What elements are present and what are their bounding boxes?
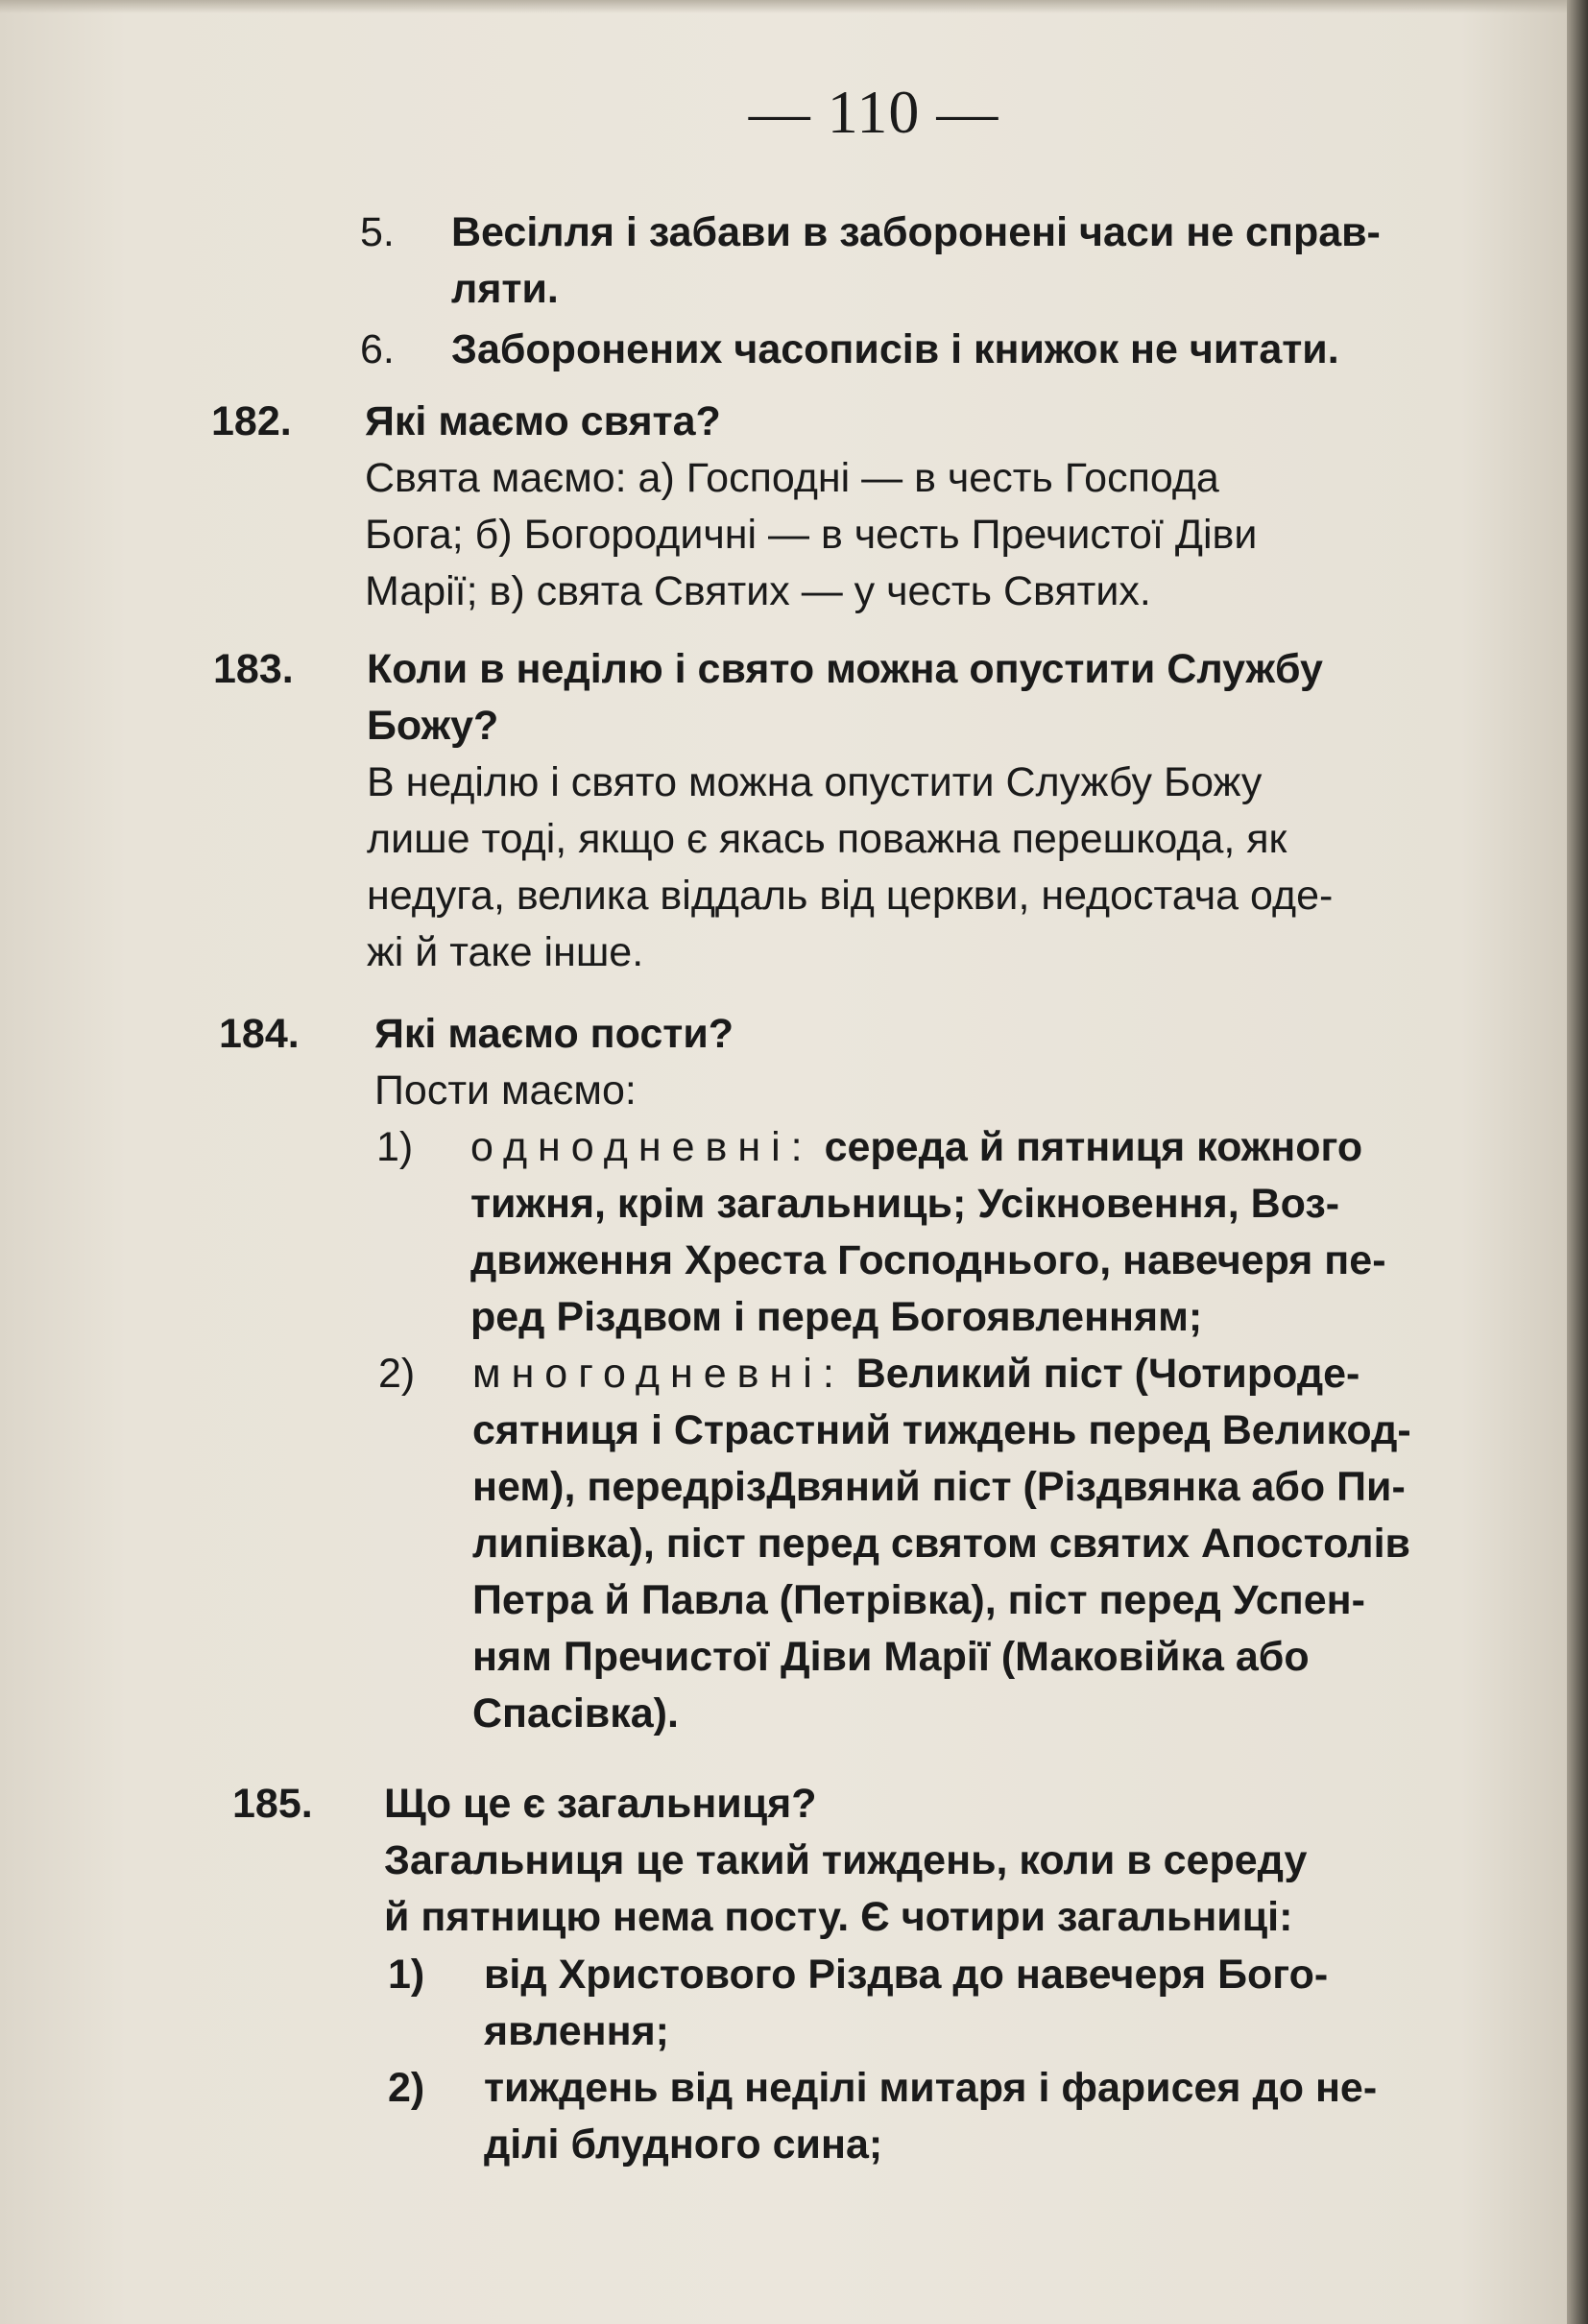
item-6-number: 6. (360, 326, 395, 372)
question-183-line: Коли в неділю і свято можна опустити Службу (367, 646, 1323, 692)
item-5-line: ляти. (451, 266, 559, 312)
page-top-edge-shadow (0, 0, 1588, 13)
sub-185-1-block (484, 1947, 1328, 2060)
question-183-line: Божу? (367, 703, 499, 749)
sub-184-1-line: ред Різдвом і перед Богоявленням; (470, 1294, 1203, 1340)
page-number: — 110 — (748, 78, 999, 146)
answer-183-line: жі й таке інше. (367, 929, 644, 975)
sub-184-2-line: Петра й Павла (Петрівка), піст перед Успен- (472, 1577, 1365, 1623)
sub-185-1-line: від Христового Різдва до навечеря Бого- (484, 1952, 1329, 1998)
answer-182-line: Марії; в) свята Святих — у честь Святих. (365, 568, 1151, 614)
answer-185-line: Загальниця це такий тиждень, коли в середу (384, 1837, 1308, 1883)
item-6-text (451, 322, 1339, 378)
sub-184-2-block (472, 1346, 1411, 1742)
question-number-184: 184. (219, 1011, 300, 1057)
question-182-block (365, 394, 1257, 620)
question-185-text: Що це є загальниця? (384, 1781, 817, 1827)
question-184-block (374, 1006, 734, 1119)
sub-184-2-line: Спасівка). (472, 1690, 679, 1737)
question-185-block (384, 1776, 1307, 1946)
sub-184-2-line: липівка), піст перед святом святих Апостолів (472, 1521, 1410, 1567)
sub-185-2-line: тиждень від неділі митаря і фарисея до не- (484, 2065, 1378, 2111)
answer-183-line: недуга, велика віддаль від церкви, недостача оде- (367, 873, 1334, 919)
question-number-183: 183. (213, 646, 294, 692)
item-5-line: Весілля і забави в заборонені часи не справ- (451, 209, 1381, 255)
sub-184-1-line: движення Хреста Господнього, навечеря пе- (470, 1237, 1386, 1283)
question-184-text: Які маємо пости? (374, 1011, 734, 1057)
sub-184-2-line: сятниця і Страстний тиждень перед Великод- (472, 1407, 1411, 1453)
sub-184-1-first-line: середа й пятниця кожного (824, 1124, 1363, 1170)
sub-184-2-marker: 2) (378, 1351, 416, 1397)
question-number-182: 182. (211, 398, 292, 444)
sub-184-2-line: нем), передрізДвяний піст (Різдвянка або Пи- (472, 1464, 1406, 1510)
item-5-number: 5. (360, 209, 395, 255)
question-182-text: Які маємо свята? (365, 398, 721, 444)
answer-182-line: Свята маємо: а) Господні — в честь Господа (365, 455, 1219, 501)
question-183-block (367, 641, 1333, 981)
item-6-line: Заборонених часописів і книжок не читати. (451, 326, 1339, 372)
sub-184-1-line: тижня, крім загальниць; Усікновення, Воз- (470, 1181, 1340, 1227)
sub-184-1-term: однодневні: (470, 1124, 813, 1170)
sub-184-1-block (470, 1119, 1386, 1346)
sub-185-2-block (484, 2060, 1377, 2173)
answer-183-line: В неділю і свято можна опустити Службу Божу (367, 759, 1263, 805)
sub-185-1-marker: 1) (388, 1952, 425, 1998)
sub-184-2-term: многодневні: (472, 1351, 845, 1397)
answer-184-intro: Пости маємо: (374, 1067, 637, 1114)
question-number-185: 185. (232, 1781, 313, 1827)
sub-185-2-marker: 2) (388, 2065, 425, 2111)
sub-184-2-line: ням Пречистої Діви Марії (Маковійка або (472, 1634, 1310, 1680)
sub-184-2-first-line: Великий піст (Чотироде- (855, 1351, 1360, 1397)
page-binding-shadow (1567, 0, 1588, 2324)
answer-182-line: Бога; б) Богородичні — в честь Пречистої Діви (365, 512, 1258, 558)
sub-184-1-marker: 1) (376, 1124, 414, 1170)
sub-185-1-line: явлення; (484, 2008, 669, 2054)
answer-185-line: й пятницю нема посту. Є чотири загальниці: (384, 1894, 1293, 1940)
item-5-text (451, 204, 1381, 318)
answer-183-line: лише тоді, якщо є якась поважна перешкода, як (367, 816, 1287, 862)
sub-185-2-line: ділі блудного сина; (484, 2121, 883, 2168)
